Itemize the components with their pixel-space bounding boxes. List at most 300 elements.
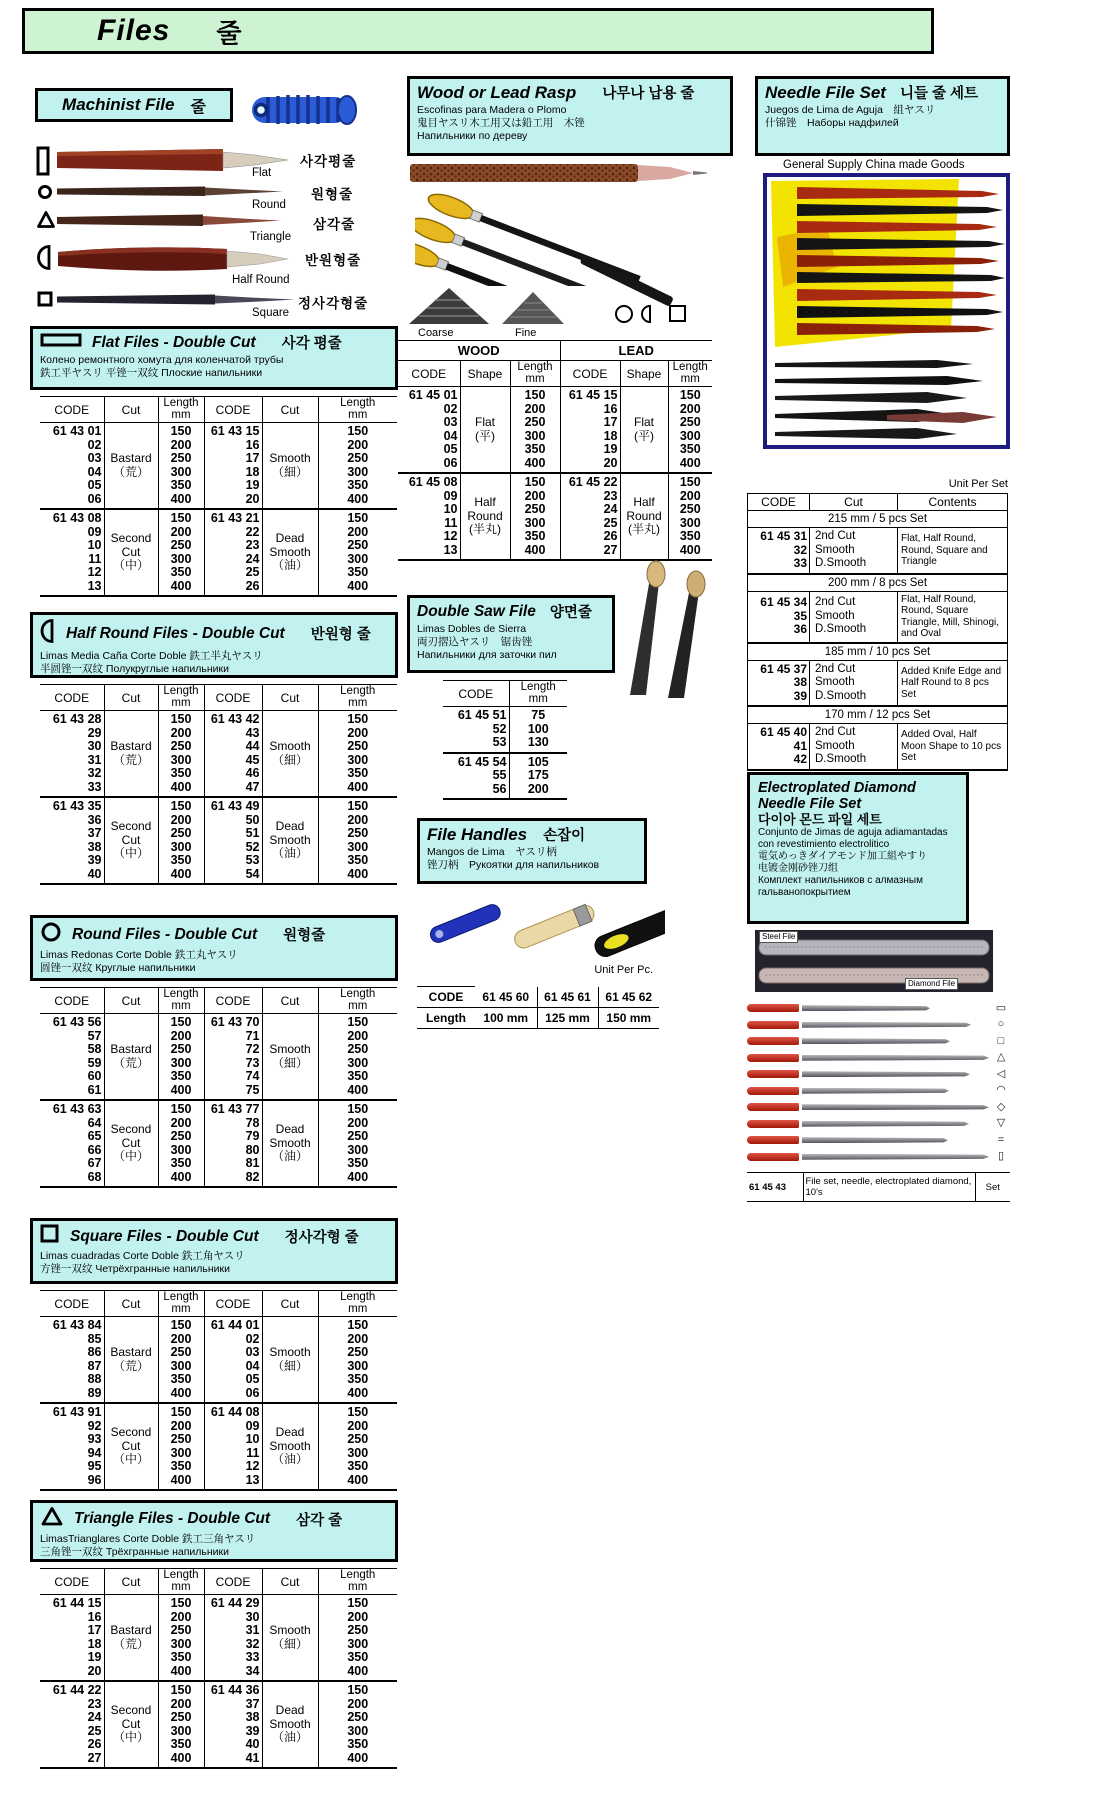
table-group-row	[443, 707, 567, 753]
cell-line: 12	[245, 1459, 260, 1473]
cell-line: 61 43 08	[52, 511, 102, 525]
set-size-row	[748, 706, 1008, 724]
needle-file-row	[747, 1149, 1010, 1166]
cell-line: （油）	[271, 558, 308, 573]
cell-line: Length	[340, 1291, 376, 1303]
cell-line: （荒）	[112, 1358, 149, 1373]
cell-line: 105	[527, 754, 549, 769]
cell-line: 200	[170, 1028, 192, 1043]
cell-line: Bastard	[110, 739, 152, 753]
needle-file-row	[747, 1000, 1010, 1017]
cell-line: 61 43 84	[52, 1318, 102, 1332]
cell-line: 250	[170, 1710, 192, 1724]
length-cell	[158, 509, 204, 596]
length-cell	[318, 1595, 397, 1682]
column-header-cut: Cut	[104, 988, 158, 1014]
cell-line: (半丸)	[628, 522, 660, 537]
file-handles-image	[420, 888, 665, 971]
table-group-row	[398, 387, 712, 474]
cell-line: 61 43 01	[52, 424, 102, 438]
wood-lead-subtitle-2: 鬼目ヤスリ木工用又は鉛工用 木锉	[417, 117, 585, 129]
round-icon: ○	[997, 1018, 1005, 1031]
cell-line: 300	[679, 428, 701, 443]
cell-line: 59	[87, 1055, 102, 1070]
table-mount-triangle	[40, 1568, 397, 1769]
cell-line: （荒）	[112, 464, 149, 479]
cell-line: 300	[679, 515, 701, 530]
cell-line: （中）	[112, 1452, 149, 1467]
cell-line: 47	[245, 779, 260, 794]
cell-line: （中）	[112, 846, 149, 861]
cell-line: 20	[87, 1663, 102, 1678]
cell-line: （細）	[271, 752, 308, 767]
flat-files-subtitle-1: Колено ремонтного хомута для коленчатой трубы	[40, 354, 284, 366]
cell-line: 250	[524, 502, 546, 516]
column-header-code: CODE	[560, 361, 620, 387]
cell-line: mm	[348, 1302, 368, 1315]
cell-line: 300	[170, 1055, 192, 1070]
set-size-row	[748, 574, 1008, 592]
needle-file-row	[747, 1017, 1010, 1034]
band-header: WOOD	[398, 341, 560, 361]
cell-line: 23	[245, 538, 260, 552]
needle-set-table	[747, 493, 1008, 771]
table-group-row	[40, 1403, 397, 1490]
cell-line: 75	[531, 708, 546, 722]
cell-line: （細）	[271, 1055, 308, 1070]
cell-line: 03	[245, 1345, 260, 1359]
set-size-row	[748, 643, 1008, 661]
cell-line: 81	[245, 1156, 260, 1170]
column-header-shape: Shape	[620, 361, 668, 387]
file-handle-red	[747, 1054, 799, 1062]
cell-line: 350	[170, 1156, 192, 1170]
column-header-cut: Cut	[262, 1291, 318, 1317]
handle-length-cell: 125 mm	[537, 1008, 598, 1029]
cell-line: 80	[245, 1142, 260, 1157]
column-header-code: CODE	[204, 1291, 262, 1317]
cell-line: 88	[87, 1372, 102, 1386]
contents-cell: Added Oval, Half Moon Shape to 10 pcs Set	[898, 724, 1008, 770]
cell-line: 150	[170, 1015, 192, 1029]
cell-line: Round	[626, 508, 662, 523]
column-header-length	[318, 1291, 397, 1317]
length-cell	[158, 1317, 204, 1404]
cell-line: 61 43 91	[52, 1405, 102, 1419]
cut-cell	[104, 711, 158, 798]
cell-line: 67	[87, 1156, 102, 1170]
needle-file-row	[747, 1033, 1010, 1050]
cell-line: 61 43 35	[52, 799, 102, 813]
length-cell	[318, 1681, 397, 1768]
diamond-title-1: Electroplated Diamond	[758, 780, 916, 796]
cell-line: D.Smooth	[815, 623, 867, 636]
cell-line: 61 45 22	[568, 475, 618, 489]
cut-cell	[262, 1100, 318, 1187]
cell-line: 73	[245, 1055, 260, 1070]
cell-line: 250	[347, 739, 369, 753]
cell-line: 92	[87, 1418, 102, 1433]
diamond-subtitle-2: con revestimiento electrolitico	[758, 839, 890, 850]
cell-line: 85	[87, 1331, 102, 1346]
cell-line: 20	[245, 491, 260, 506]
cell-line: 05	[87, 478, 102, 492]
code-cell	[204, 711, 262, 798]
rasp-cross-section-icons	[578, 248, 713, 339]
cell-line: 45	[245, 752, 260, 767]
cell-line: 35	[793, 608, 807, 623]
wood-lead-title: Wood or Lead Rasp	[417, 82, 577, 102]
length-cell	[158, 1595, 204, 1682]
square-icon	[37, 291, 54, 313]
cell-line: （荒）	[112, 1636, 149, 1651]
cell-line: 13	[245, 1472, 260, 1487]
triangle-file-label: Triangle	[250, 231, 292, 243]
cell-line: 350	[679, 442, 701, 456]
cell-line: Length	[520, 681, 556, 693]
cut-cell	[262, 509, 318, 596]
code-cell	[398, 387, 460, 474]
set-row	[748, 591, 1008, 643]
cell-line: Second	[110, 1122, 152, 1137]
column-header-cut: Cut	[104, 1569, 158, 1595]
code-cell	[40, 1681, 104, 1768]
cut-cell	[104, 1317, 158, 1404]
cell-line: 27	[87, 1750, 102, 1765]
round-section-icon	[40, 921, 62, 948]
cell-line: 150	[347, 1318, 369, 1332]
cell-line: 10	[443, 502, 458, 516]
length-cell	[509, 753, 567, 800]
column-header-cut: Cut	[810, 494, 898, 511]
cell-line: 150	[170, 1683, 192, 1697]
cut-cell	[810, 660, 898, 706]
cell-line: 09	[245, 1418, 260, 1433]
cell-line: 61 43 70	[210, 1015, 260, 1029]
cell-line: 09	[443, 488, 458, 503]
round-section-icon	[616, 306, 632, 322]
cell-line: 89	[87, 1385, 102, 1400]
table-group-row	[443, 753, 567, 800]
cell-line: 10	[245, 1432, 260, 1446]
file-handle-red	[747, 1021, 799, 1029]
cell-line: Smooth	[269, 1345, 311, 1359]
cell-line: 300	[170, 1358, 192, 1373]
file-blade	[802, 1121, 969, 1127]
cell-line: （荒）	[112, 1055, 149, 1070]
diamond-subtitle-1: Conjunto de Jimas de aguja adiamantadas	[758, 827, 948, 838]
cut-cell	[810, 724, 898, 770]
band-header: LEAD	[560, 341, 712, 361]
cell-line: Dead	[275, 531, 305, 546]
double-saw-table	[443, 680, 567, 800]
cell-line: 33	[793, 556, 807, 570]
cut-cell	[104, 1100, 158, 1187]
round-icon	[37, 184, 53, 205]
cell-line: 41	[245, 1750, 260, 1765]
length-cell	[318, 1317, 397, 1404]
cell-line: 61 44 29	[210, 1596, 260, 1610]
file-handle-red	[747, 1037, 799, 1045]
cell-line: 250	[170, 1623, 192, 1637]
column-header-cut: Cut	[104, 685, 158, 711]
cell-line: （油）	[271, 1149, 308, 1164]
cell-line: 150	[170, 799, 192, 813]
half-round-icon: ◠	[996, 1084, 1006, 1097]
cell-line: 34	[245, 1663, 260, 1678]
cell-line: 87	[87, 1358, 102, 1373]
cell-line: 78	[245, 1115, 260, 1130]
cell-line: 150	[170, 1318, 192, 1332]
cell-line: 06	[245, 1385, 260, 1400]
length-cell	[318, 1403, 397, 1490]
cell-line: 250	[679, 415, 701, 429]
cell-line: 300	[170, 464, 192, 479]
cell-line: 06	[443, 455, 458, 470]
cell-line: 150	[347, 712, 369, 726]
cell-line: 300	[524, 515, 546, 530]
code-cell	[748, 528, 810, 574]
cell-line: 16	[603, 401, 618, 416]
cell-line: 61 45 15	[568, 388, 618, 402]
cell-line: 250	[170, 1129, 192, 1143]
length-cell	[158, 1681, 204, 1768]
length-cell	[158, 1403, 204, 1490]
cell-line: 94	[87, 1445, 102, 1460]
shape-cell	[460, 473, 510, 560]
cell-line: （細）	[271, 1636, 308, 1651]
table-group-row	[40, 711, 397, 798]
machinist-file-header	[35, 88, 233, 122]
column-header-length	[509, 681, 567, 707]
page-title-korean: 줄	[216, 17, 242, 48]
cell-line: 200	[347, 524, 369, 539]
cell-line: 18	[87, 1636, 102, 1651]
row-label: CODE	[417, 987, 475, 1008]
cell-line: 61 43 56	[52, 1015, 102, 1029]
cell-line: 400	[347, 1169, 369, 1184]
cell-line: 17	[603, 415, 618, 429]
cell-line: 400	[679, 455, 701, 470]
file-handle-red	[747, 1153, 799, 1161]
column-header-length	[318, 685, 397, 711]
cell-line: Flat	[633, 415, 654, 429]
cut-cell	[810, 591, 898, 643]
set-size-cell: 200 mm / 8 pcs Set	[748, 574, 1008, 592]
cell-line: 53	[245, 853, 260, 867]
table-header-row	[40, 1569, 397, 1595]
cell-line: Length	[163, 988, 199, 1000]
cell-line: 150	[347, 511, 369, 525]
cell-line: 31	[87, 752, 102, 767]
set-size-cell: 215 mm / 5 pcs Set	[748, 511, 1008, 528]
diamond-subtitle-3: 電気めっきダイアモンド加工組やすり	[758, 851, 927, 862]
column-header-length	[158, 397, 204, 423]
cell-line: 12	[443, 529, 458, 543]
needle-set-photo	[763, 173, 1010, 449]
barrette-icon: ▽	[996, 1117, 1006, 1130]
cell-line: （荒）	[112, 752, 149, 767]
cell-line: Cut	[121, 1716, 141, 1731]
cell-line: 350	[347, 1156, 369, 1170]
file-handle-red	[747, 1103, 799, 1111]
cell-line: 10	[87, 538, 102, 552]
length-cell	[668, 387, 712, 474]
cell-line: 300	[347, 464, 369, 479]
cell-line: 03	[443, 415, 458, 429]
equal-icon: =	[997, 1133, 1005, 1146]
half-round-files-subtitle-2: 半圆锉一双纹 Полукруглые напильники	[40, 663, 229, 675]
handle-code-cell: 61 45 61	[537, 987, 598, 1008]
column-header-code: CODE	[204, 685, 262, 711]
code-cell	[560, 387, 620, 474]
cut-cell	[104, 423, 158, 510]
cut-cell	[104, 1595, 158, 1682]
code-cell	[40, 1100, 104, 1187]
cell-line: 61 44 01	[210, 1318, 260, 1332]
cell-line: 400	[170, 1385, 192, 1400]
cell-line: 04	[87, 464, 102, 479]
cell-line: 96	[87, 1472, 102, 1487]
cell-line: 350	[170, 1069, 192, 1083]
cell-line: 200	[347, 1696, 369, 1711]
cell-line: Length	[163, 397, 199, 409]
cell-line: 19	[603, 442, 618, 456]
cell-line: 24	[603, 502, 618, 516]
cell-line: 250	[170, 451, 192, 465]
triangle-files-subtitle-1: LimasTrianglares Corte Doble 鉄工三角ヤスリ	[40, 1533, 256, 1545]
diamond-subtitle-5: Комплект напильников с алмазным	[758, 875, 923, 886]
cell-line: Smooth	[269, 739, 311, 753]
diamond-set-desc: File set, needle, electroplated diamond, 10's	[803, 1173, 975, 1202]
cell-line: 300	[524, 428, 546, 443]
cell-line: 175	[527, 768, 549, 782]
shape-cell	[620, 473, 668, 560]
cell-line: 38	[245, 1710, 260, 1724]
table-header-row	[40, 1291, 397, 1317]
cell-line: 32	[87, 766, 102, 780]
cell-line: 61	[87, 1082, 102, 1097]
cell-line: （細）	[271, 464, 308, 479]
file-blade	[802, 1154, 989, 1160]
cell-line: 02	[245, 1331, 260, 1346]
column-header-cut: Cut	[104, 397, 158, 423]
table-mount-diamond-row	[747, 1172, 1010, 1202]
cell-line: Bastard	[110, 1623, 152, 1637]
diamond-title-korean: 다이아 몬드 파일 세트	[758, 812, 882, 827]
cell-line: Smooth	[269, 451, 311, 465]
contents-cell: Flat, Half Round, Round, Square and Triangle	[898, 528, 1008, 574]
cell-line: 2nd Cut	[815, 530, 856, 542]
cell-line: 400	[347, 1472, 369, 1487]
double-saw-title-korean: 양면줄	[549, 605, 592, 621]
cell-line: 27	[603, 542, 618, 557]
needle-file-row	[747, 1099, 1010, 1116]
cell-line: 43	[245, 725, 260, 740]
code-cell	[204, 1595, 262, 1682]
cut-cell	[262, 711, 318, 798]
needle-set-caption: General Supply China made Goods	[783, 159, 965, 171]
code-cell	[748, 591, 810, 643]
column-header-length	[158, 1291, 204, 1317]
table-mount-woodlead	[398, 340, 712, 561]
cell-line: 2nd Cut	[815, 726, 856, 738]
cell-line: Smooth	[269, 1623, 311, 1637]
steel-file-label: Steel File	[759, 931, 798, 943]
cell-line: 61 45 51	[457, 708, 507, 722]
cell-line: （中）	[112, 1730, 149, 1745]
cell-line: 150	[170, 511, 192, 525]
cell-line: 200	[170, 812, 192, 827]
half-round-icon	[36, 244, 53, 276]
cell-line: 24	[245, 551, 260, 566]
cell-line: 61 43 28	[52, 712, 102, 726]
length-cell	[158, 1014, 204, 1101]
round-files-subtitle-1: Limas Redonas Corte Doble 鉄工丸ヤスリ	[40, 949, 238, 961]
cell-line: Second	[110, 1703, 152, 1718]
round-files-subtitle-2: 圆锉一双纹 Круглые напильники	[40, 962, 196, 974]
code-cell	[748, 660, 810, 706]
cell-line: 200	[524, 488, 546, 503]
diamond-subtitle-4: 电镀金刚砂锉刀组	[758, 863, 838, 874]
machinist-title: Machinist File	[62, 95, 175, 114]
cell-line: 61 43 63	[52, 1102, 102, 1116]
cell-line: 36	[87, 812, 102, 827]
cell-line: mm	[348, 999, 368, 1012]
cell-line: Length	[340, 685, 376, 697]
cell-line: 200	[170, 1609, 192, 1624]
column-header-contents: Contents	[898, 494, 1008, 511]
column-header-cut: Cut	[262, 988, 318, 1014]
cell-line: （中）	[112, 1149, 149, 1164]
table-header-row	[398, 361, 712, 387]
cut-cell	[104, 509, 158, 596]
handle-code-cell: 61 45 62	[598, 987, 659, 1008]
file-handles-subtitle-2: 锉刀柄 Рукоятки для напильников	[427, 859, 600, 871]
cell-line: 400	[170, 1472, 192, 1487]
page-title-banner	[22, 8, 934, 54]
cell-line: 12	[87, 565, 102, 579]
cell-line: 61 44 36	[210, 1683, 260, 1697]
cell-line: 61 43 15	[210, 424, 260, 438]
cell-line: 52	[245, 839, 260, 854]
cell-line: 300	[347, 1142, 369, 1157]
column-header-length	[668, 361, 712, 387]
column-header-cut: Cut	[104, 1291, 158, 1317]
cell-line: Dead	[275, 1703, 305, 1718]
length-cell	[318, 797, 397, 884]
cell-line: 400	[170, 1169, 192, 1184]
length-cell	[510, 473, 560, 560]
cell-line: 400	[347, 779, 369, 794]
cell-line: 11	[246, 1445, 260, 1460]
cell-line: (平)	[475, 428, 495, 443]
table-header-row	[40, 988, 397, 1014]
half-round-file-label-korean: 반원형줄	[305, 253, 362, 268]
contents-cell: Added Knife Edge and Half Round to 8 pcs Set	[898, 660, 1008, 706]
cell-line: Length	[340, 988, 376, 1000]
cell-line: 350	[347, 478, 369, 492]
cell-line: 75	[245, 1082, 260, 1097]
oval-icon: ◇	[996, 1100, 1006, 1113]
double-cut-table-square	[40, 1290, 397, 1491]
cell-line: 33	[87, 779, 102, 794]
cell-line: （油）	[271, 1452, 308, 1467]
cell-line: 61 45 31	[760, 529, 807, 543]
flat-icon: ▭	[995, 1001, 1007, 1014]
cell-line: 300	[170, 839, 192, 854]
cell-line: 39	[87, 853, 102, 867]
